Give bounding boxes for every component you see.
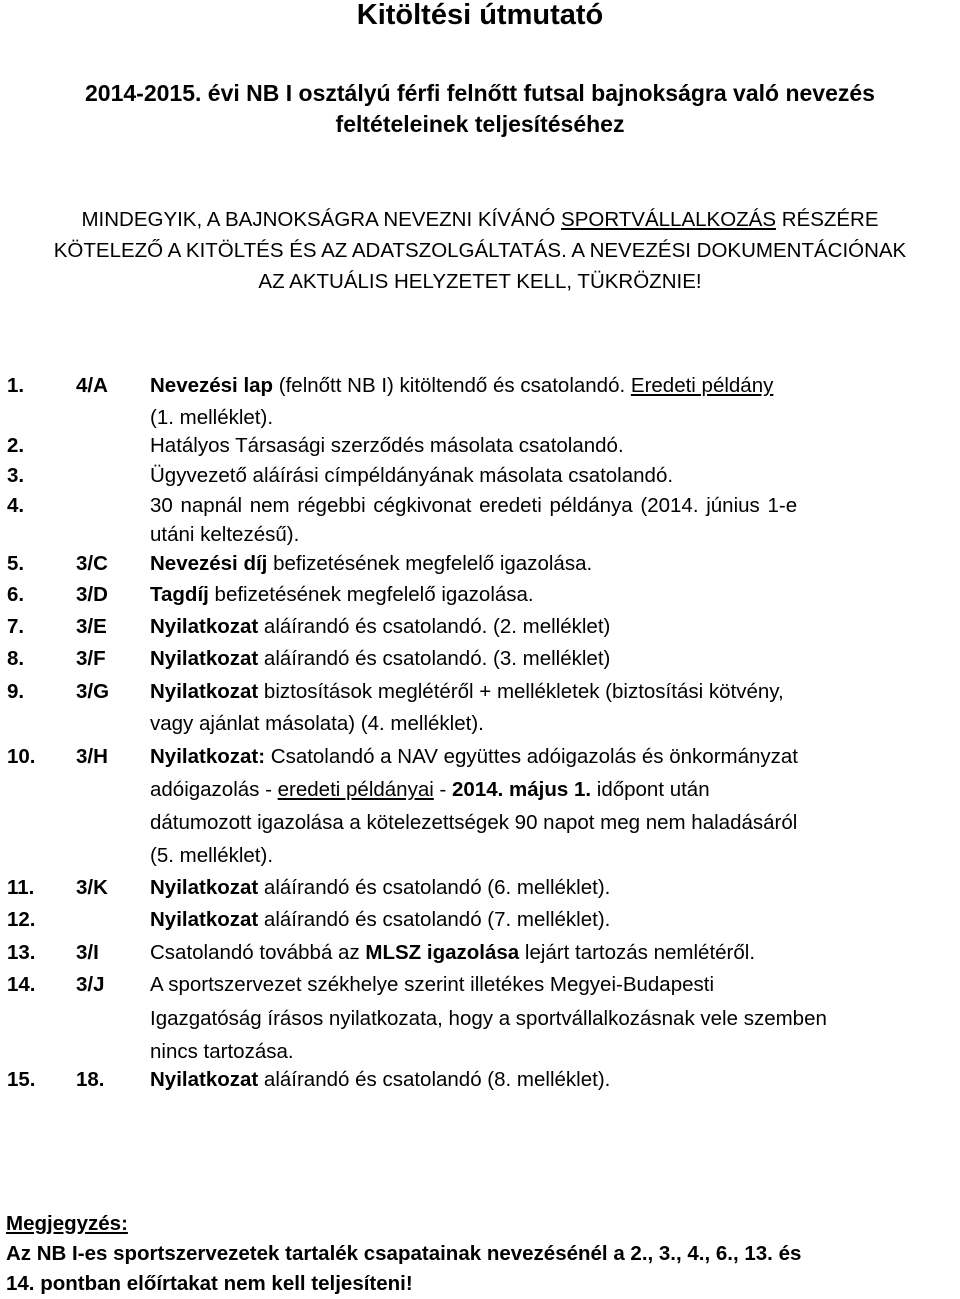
item-code: 3/G (76, 680, 110, 703)
item-number: 7. (7, 615, 25, 638)
item-code: 3/C (76, 552, 108, 575)
notice-line-2: KÖTELEZŐ A KITÖLTÉS ÉS AZ ADATSZOLGÁLTATÁS. A NEVEZÉSI DOKUMENTÁCIÓNAK (53, 239, 907, 262)
item-text: utáni keltezésű). (150, 523, 300, 546)
item-rest-text: aláírandó és csatolandó (6. melléklet). (258, 876, 611, 899)
item-number: 12. (7, 908, 36, 931)
item-code: 3/H (76, 745, 108, 768)
item-code: 3/F (76, 647, 106, 670)
notice-text: MINDEGYIK, A BAJNOKSÁGRA NEVEZNI KÍVÁNÓ (81, 208, 562, 231)
remark-label: Megjegyzés: (6, 1212, 128, 1235)
item-text (150, 774, 958, 806)
item-number: 10. (7, 745, 36, 768)
item-code: 3/D (76, 583, 108, 606)
subtitle-line-1: 2014-2015. évi NB I osztályú férfi felnőtt futsal bajnokságra való nevezés (85, 80, 875, 106)
item-text: dátumozott igazolása a kötelezettségek 90 napot meg nem haladásáról (150, 811, 798, 834)
item-number: 14. (7, 973, 36, 996)
item-bold-text: Nyilatkozat (150, 908, 259, 931)
item-text (150, 548, 958, 580)
item-bold-text: MLSZ igazolása (365, 941, 520, 964)
item-rest-text: aláírandó és csatolandó (7. melléklet). (258, 908, 611, 931)
item-number: 1. (7, 374, 25, 397)
item-text: Igazgatóság írásos nyilatkozata, hogy a sportvállalkozásnak vele szemben (150, 1007, 827, 1030)
item-rest-text: aláírandó és csatolandó. (2. melléklet) (258, 615, 611, 638)
item-code: 3/K (76, 876, 108, 899)
notice-underlined-term: SPORTVÁLLALKOZÁS (561, 208, 777, 231)
item-text (150, 741, 958, 773)
item-rest-text: - (433, 778, 453, 801)
item-bold-text: Nevezési díj (150, 552, 268, 575)
item-code: 3/E (76, 615, 107, 638)
item-code: 4/A (76, 374, 108, 397)
item-rest-text: biztosítások meglétéről + mellékletek (biztosítási kötvény, (258, 680, 784, 703)
item-text: A sportszervezet székhelye szerint illetékes Megyei-Budapesti (150, 973, 715, 996)
item-rest-text: (felnőtt NB I) kitöltendő és csatolandó. (273, 374, 631, 397)
item-text: Ügyvezető aláírási címpéldányának másolata csatolandó. (150, 464, 674, 487)
item-text: 30 napnál nem régebbi cégkivonat eredeti példánya (2014. június 1-e (150, 494, 798, 517)
item-rest-text: aláírandó és csatolandó. (3. melléklet) (258, 647, 611, 670)
item-number: 5. (7, 552, 25, 575)
item-bold-text: Tagdíj (150, 583, 209, 606)
item-number: 2. (7, 434, 25, 457)
item-number: 15. (7, 1068, 36, 1091)
item-underlined-text: eredeti példányai (277, 778, 434, 801)
item-text (150, 579, 958, 611)
item-rest-text: befizetésének megfelelő igazolása. (267, 552, 593, 575)
notice-line-3: AZ AKTUÁLIS HELYZETET KELL, TÜKRÖZNIE! (258, 270, 702, 293)
remark-line-2: 14. pontban előírtakat nem kell teljesíteni! (6, 1272, 413, 1295)
item-text: (1. melléklet). (150, 406, 274, 429)
item-text (150, 611, 958, 643)
item-code: 18. (76, 1068, 105, 1091)
item-bold-text: Nyilatkozat (150, 680, 259, 703)
item-number: 13. (7, 941, 36, 964)
item-text: (5. melléklet). (150, 844, 274, 867)
remark-line-1: Az NB I-es sportszervezetek tartalék csapatainak nevezésénél a 2., 3., 4., 6., 13. és (6, 1242, 802, 1265)
item-rest-text: időpont után (591, 778, 710, 801)
item-bold-text: Nevezési lap (150, 374, 274, 397)
item-bold-text: Nyilatkozat: (150, 745, 266, 768)
item-code: 3/I (76, 941, 99, 964)
remark (6, 1209, 958, 1299)
item-text (150, 370, 958, 402)
item-code: 3/J (76, 973, 105, 996)
item-number: 9. (7, 680, 25, 703)
item-rest-text: adóigazolás - (150, 778, 278, 801)
notice-text: RÉSZÉRE (776, 208, 879, 231)
item-rest-text: befizetésének megfelelő igazolása. (208, 583, 534, 606)
item-text: vagy ajánlat másolata) (4. melléklet). (150, 712, 484, 735)
item-text (150, 872, 958, 904)
item-number: 6. (7, 583, 25, 606)
item-number: 8. (7, 647, 25, 670)
item-rest-text: Csatolandó a NAV együttes adóigazolás és önkormányzat (265, 745, 798, 768)
item-bold-text: Nyilatkozat (150, 1068, 259, 1091)
item-number: 3. (7, 464, 25, 487)
item-bold-text: Nyilatkozat (150, 876, 259, 899)
item-text (150, 676, 958, 708)
item-rest-text: Csatolandó továbbá az (150, 941, 366, 964)
item-text: nincs tartozása. (150, 1040, 294, 1063)
item-rest-text: aláírandó és csatolandó (8. melléklet). (258, 1068, 611, 1091)
item-text: Hatályos Társasági szerződés másolata csatolandó. (150, 434, 624, 457)
item-number: 4. (7, 494, 25, 517)
item-bold-text: Nyilatkozat (150, 615, 259, 638)
item-bold-text: 2014. május 1. (452, 778, 592, 801)
item-text (150, 904, 958, 936)
item-number: 11. (7, 876, 35, 899)
page-title: Kitöltési útmutató (356, 0, 604, 31)
item-text (150, 1064, 958, 1096)
item-bold-text: Nyilatkozat (150, 647, 259, 670)
item-rest-text: lejárt tartozás nemlétéről. (519, 941, 756, 964)
item-underlined-text: Eredeti példány (630, 374, 774, 397)
item-text (150, 937, 958, 969)
item-text (150, 643, 958, 675)
subtitle-line-2: feltételeinek teljesítéséhez (335, 111, 625, 137)
